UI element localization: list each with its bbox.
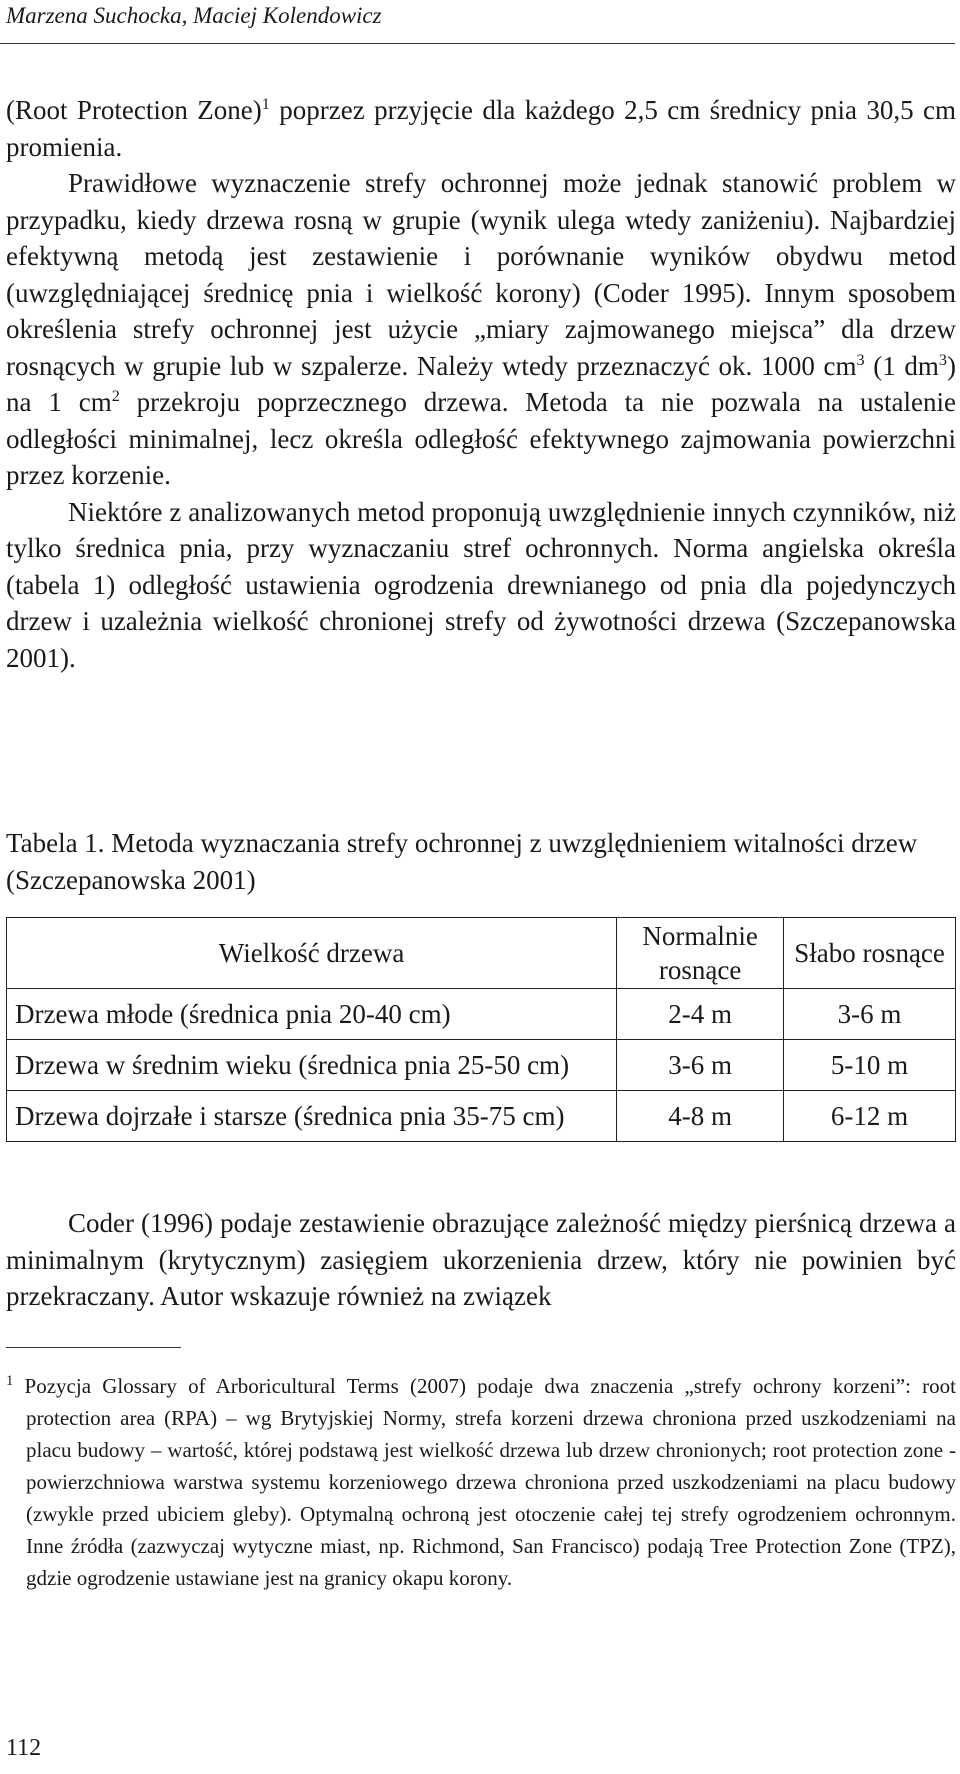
page-number: 112 <box>6 1735 42 1761</box>
cell-tree-size: Drzewa w średnim wieku (średnica pnia 25-50 cm) <box>7 1040 617 1091</box>
paragraph-2-tail: przekroju poprzecznego drzewa. Metoda ta nie pozwala na ustalenie odległości minimalnej, lecz określa odległość efektywnego zajmowania powierzchni przez korzenie. <box>6 387 956 490</box>
cell-weak: 3-6 m <box>784 989 956 1040</box>
cell-tree-size: Drzewa młode (średnica pnia 20-40 cm) <box>7 989 617 1040</box>
header-tree-size: Wielkość drzewa <box>7 918 617 989</box>
header-rule <box>0 43 955 44</box>
paragraph-1-text-b: poprzez przyjęcie dla każdego 2,5 cm średnicy pnia 30,5 cm promienia. <box>6 95 957 162</box>
paragraph-1-text-a: (Root Protection Zone) <box>6 95 262 125</box>
cell-weak: 6-12 m <box>784 1091 956 1142</box>
header-normal-growth: Normalnie rosnące <box>617 918 784 989</box>
cell-normal: 2-4 m <box>617 989 784 1040</box>
paragraph-3: Niektóre z analizowanych metod proponują uwzględnienie innych czynników, niż tylko średnica pnia, przy wyznaczaniu stref ochronnych. Norma angielska określa (tabela 1) odległość ustawienia ogrodzenia drewnianego od pnia dla pojedynczych drzew i uzależnia wielkość chronionej strefy od żywotności drzewa (Szczepanowska 2001). <box>6 496 956 673</box>
cell-normal: 3-6 m <box>617 1040 784 1091</box>
footnote <box>6 1370 956 1594</box>
superscript-cm3: 3 <box>856 350 865 369</box>
footnote-rule <box>6 1347 181 1348</box>
paragraph-1 <box>6 92 956 165</box>
footnote-mark: 1 <box>6 1373 14 1389</box>
table-row <box>7 1040 956 1091</box>
body-text-after-table <box>6 1205 956 1315</box>
paragraph-4: Coder (1996) podaje zestawienie obrazujące zależność między pierśnicą drzewa a minimalnym (krytycznym) zasięgiem ukorzenienia drzew, który nie powinien być przekraczany. Autor wskazuje również na związek <box>6 1208 956 1311</box>
cell-normal: 4-8 m <box>617 1091 784 1142</box>
body-text-top <box>6 92 956 676</box>
table-row <box>7 989 956 1040</box>
superscript-cm2: 2 <box>111 387 120 405</box>
paragraph-2-mid-2: ) na 1 cm <box>6 350 956 417</box>
cell-weak: 5-10 m <box>784 1040 956 1091</box>
footnote-text: Pozycja Glossary of Arboricultural Terms (2007) podaje dwa znaczenia „strefy ochrony korzeni”: root protection area (RPA) – wg Brytyjskiej Normy, strefa korzeni drzewa chroniona przed uszkodzeniami na placu budowy – wartość, której podstawą jest wielkość drzewa lub drzew chronionych; root protection zone -powierzchniowa warstwa systemu korzeniowego drzewa chroniona przed uszkodzeniami na placu budowy (zwykle przed ubiciem gleby). Optymalną ochroną jest otoczenie całej tej strefy ogrodzeniem ochronnym. Inne źródła (zazwyczaj wytyczne miast, np. Richmond, San Francisco) podają Tree Protection Zone (TPZ), gdzie ogrodzenie ustawiane jest na granicy okapu korony. <box>13 1374 956 1590</box>
paragraph-2-text: Prawidłowe wyznaczenie strefy ochronnej może jednak stanowić problem w przypadku, kiedy drzewa rosną w grupie (wynik ulega wtedy zaniżeniu). Najbardziej efektywną metodą jest zestawienie i porównanie wyników obydwu metod (uwzględniającej średnicę pnia i wielkość korony) (Coder 1995). Innym sposobem określenia strefy ochronnej jest użycie „miary zajmowanego miejsca” dla drzew rosnących w grupie lub w szpalerze. Należy wtedy przeznaczyć ok. 1000 cm <box>6 168 956 381</box>
footnote-ref: 1 <box>261 95 270 113</box>
running-head: Marzena Suchocka, Maciej Kolendowicz <box>6 3 382 28</box>
cell-tree-size: Drzewa dojrzałe i starsze (średnica pnia 35-75 cm) <box>7 1091 617 1142</box>
data-table <box>6 917 956 1142</box>
superscript-dm3: 3 <box>938 350 947 369</box>
paragraph-2 <box>6 165 956 494</box>
header-weak-growth: Słabo rosnące <box>784 918 956 989</box>
table-header-row <box>7 918 956 989</box>
paragraph-2-mid-1: (1 dm <box>864 350 939 381</box>
table-caption: Tabela 1. Metoda wyznaczania strefy ochronnej z uwzględnieniem witalności drzew (Szczepanowska 2001) <box>6 828 918 895</box>
table-row <box>7 1091 956 1142</box>
